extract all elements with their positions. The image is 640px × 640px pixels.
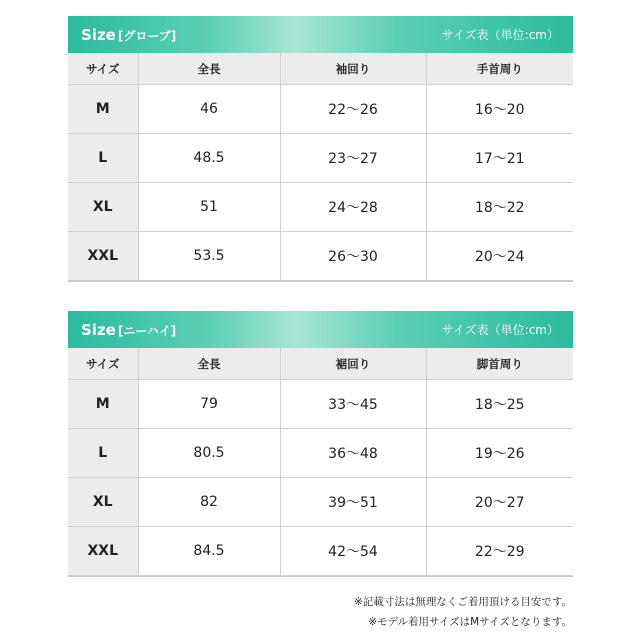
table-header-row [68,348,573,380]
cell-wrist-circumference: 17～21 [426,134,573,183]
header-hem-circumference: 裾回り [280,348,426,380]
table-bottom-rule [68,576,573,577]
cell-total-length: 48.5 [138,134,280,183]
cell-hem-circumference: 42～54 [280,527,426,576]
table-row [68,183,573,232]
cell-sleeve-circumference: 24～28 [280,183,426,232]
header-size: サイズ [68,53,138,85]
size-label: L [68,429,138,478]
knee-high-size-heading [81,321,176,339]
table-header-row [68,53,573,85]
header-size: サイズ [68,348,138,380]
unit-label: サイズ表（単位:cm） [441,323,559,337]
cell-ankle-circumference: 22～29 [426,527,573,576]
table-row [68,134,573,183]
glove-size-title-bar [68,16,573,53]
table-row [68,478,573,527]
item-kind: [グローブ] [117,28,177,43]
size-word: Size [81,320,116,339]
item-kind: [ニーハイ] [117,323,177,338]
unit-label: サイズ表（単位:cm） [441,28,559,42]
cell-sleeve-circumference: 22～26 [280,85,426,134]
size-label: M [68,380,138,429]
table-row [68,85,573,134]
note-model-size: ※モデル着用サイズはMサイズとなります。 [368,616,572,628]
cell-hem-circumference: 36～48 [280,429,426,478]
header-wrist-circumference: 手首周り [426,53,573,85]
glove-size-chart [68,16,573,282]
cell-total-length: 53.5 [138,232,280,281]
cell-total-length: 79 [138,380,280,429]
cell-wrist-circumference: 20～24 [426,232,573,281]
knee-high-size-table [68,348,573,576]
glove-size-heading [81,26,176,44]
header-sleeve-circumference: 袖回り [280,53,426,85]
cell-total-length: 82 [138,478,280,527]
size-label: M [68,85,138,134]
size-label: XXL [68,232,138,281]
size-label: XL [68,478,138,527]
table-row [68,380,573,429]
cell-total-length: 51 [138,183,280,232]
cell-total-length: 46 [138,85,280,134]
table-bottom-rule [68,281,573,282]
cell-total-length: 84.5 [138,527,280,576]
table-row [68,527,573,576]
table-row [68,232,573,281]
cell-ankle-circumference: 18～25 [426,380,573,429]
knee-high-size-chart [68,311,573,577]
size-notes [354,592,572,632]
table-row [68,429,573,478]
cell-wrist-circumference: 18～22 [426,183,573,232]
size-label: L [68,134,138,183]
glove-size-table [68,53,573,281]
cell-total-length: 80.5 [138,429,280,478]
cell-sleeve-circumference: 23～27 [280,134,426,183]
cell-hem-circumference: 39～51 [280,478,426,527]
cell-ankle-circumference: 20～27 [426,478,573,527]
cell-sleeve-circumference: 26～30 [280,232,426,281]
header-total-length: 全長 [138,53,280,85]
header-total-length: 全長 [138,348,280,380]
size-label: XL [68,183,138,232]
cell-hem-circumference: 33～45 [280,380,426,429]
cell-ankle-circumference: 19～26 [426,429,573,478]
note-measurement-guide: ※記載寸法は無理なくご着用頂ける目安です。 [354,596,572,608]
knee-high-size-title-bar [68,311,573,348]
header-ankle-circumference: 脚首周り [426,348,573,380]
size-label: XXL [68,527,138,576]
size-word: Size [81,25,116,44]
cell-wrist-circumference: 16～20 [426,85,573,134]
